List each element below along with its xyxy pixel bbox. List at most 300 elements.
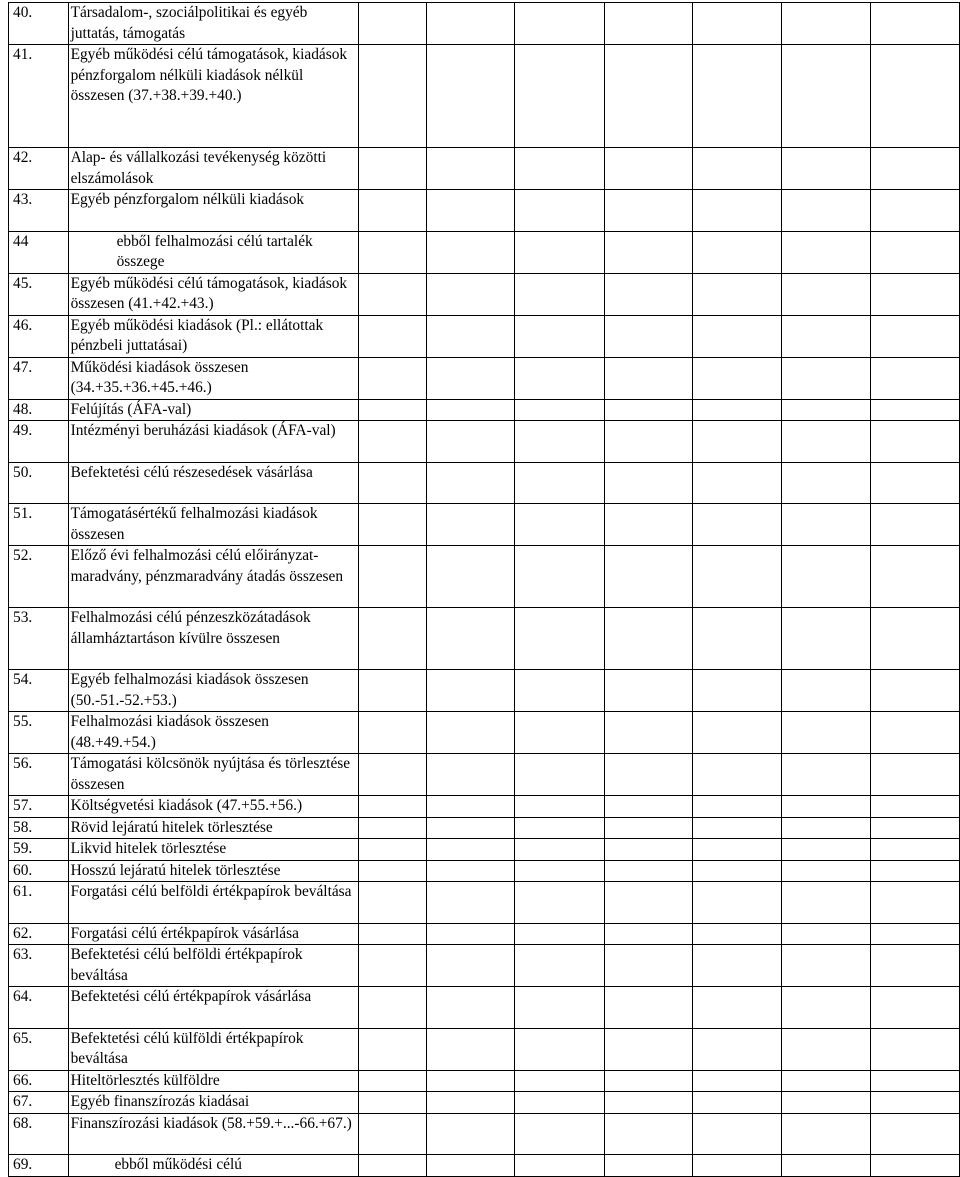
value-cell xyxy=(427,3,515,45)
value-cell xyxy=(427,148,515,190)
value-cell xyxy=(693,670,782,712)
table-row xyxy=(9,399,960,421)
row-label: Forgatási célú értékpapírok vásárlása xyxy=(68,923,358,945)
value-cell xyxy=(870,357,959,399)
value-cell xyxy=(515,945,605,987)
value-cell xyxy=(605,1092,693,1114)
value-cell xyxy=(870,190,959,232)
value-cell xyxy=(427,45,515,148)
row-number: 42. xyxy=(9,148,69,190)
row-number: 44 xyxy=(9,231,69,273)
value-cell xyxy=(605,796,693,818)
value-cell xyxy=(605,45,693,148)
value-cell xyxy=(870,923,959,945)
value-cell xyxy=(693,315,782,357)
value-cell xyxy=(781,399,870,421)
row-label: Egyéb működési kiadások (Pl.: ellátottak pénzbeli juttatásai) xyxy=(68,315,358,357)
value-cell xyxy=(693,923,782,945)
value-cell xyxy=(870,1113,959,1155)
value-cell xyxy=(427,231,515,273)
value-cell xyxy=(693,712,782,754)
value-cell xyxy=(515,839,605,861)
value-cell xyxy=(781,504,870,546)
value-cell xyxy=(358,421,426,463)
row-label: Egyéb működési célú támogatások, kiadások összesen (41.+42.+43.) xyxy=(68,273,358,315)
value-cell xyxy=(781,860,870,882)
value-cell xyxy=(605,839,693,861)
value-cell xyxy=(693,504,782,546)
row-label: Alap- és vállalkozási tevékenység közötti elszámolások xyxy=(68,148,358,190)
value-cell xyxy=(605,504,693,546)
value-cell xyxy=(515,1155,605,1177)
value-cell xyxy=(605,945,693,987)
value-cell xyxy=(427,1092,515,1114)
value-cell xyxy=(358,462,426,504)
table-row xyxy=(9,882,960,924)
table-row xyxy=(9,608,960,670)
table-row xyxy=(9,987,960,1029)
row-number: 55. xyxy=(9,712,69,754)
row-number: 69. xyxy=(9,1155,69,1177)
value-cell xyxy=(870,399,959,421)
row-label: Befektetési célú belföldi értékpapírok beváltása xyxy=(68,945,358,987)
row-label: Forgatási célú belföldi értékpapírok beváltása xyxy=(68,882,358,924)
value-cell xyxy=(358,1155,426,1177)
value-cell xyxy=(515,1028,605,1070)
value-cell xyxy=(605,148,693,190)
value-cell xyxy=(605,399,693,421)
table-row xyxy=(9,421,960,463)
value-cell xyxy=(781,45,870,148)
value-cell xyxy=(693,546,782,608)
value-cell xyxy=(358,399,426,421)
row-label: Felújítás (ÁFA-val) xyxy=(68,399,358,421)
value-cell xyxy=(427,817,515,839)
value-cell xyxy=(693,1070,782,1092)
value-cell xyxy=(358,923,426,945)
row-number: 60. xyxy=(9,860,69,882)
value-cell xyxy=(781,608,870,670)
value-cell xyxy=(515,3,605,45)
value-cell xyxy=(693,860,782,882)
value-cell xyxy=(358,273,426,315)
value-cell xyxy=(605,462,693,504)
value-cell xyxy=(427,357,515,399)
value-cell xyxy=(358,357,426,399)
row-number: 63. xyxy=(9,945,69,987)
value-cell xyxy=(427,273,515,315)
value-cell xyxy=(781,273,870,315)
value-cell xyxy=(427,1113,515,1155)
row-number: 64. xyxy=(9,987,69,1029)
value-cell xyxy=(427,987,515,1029)
value-cell xyxy=(427,670,515,712)
value-cell xyxy=(358,1070,426,1092)
value-cell xyxy=(515,670,605,712)
row-number: 68. xyxy=(9,1113,69,1155)
value-cell xyxy=(781,315,870,357)
row-label: Befektetési célú külföldi értékpapírok beváltása xyxy=(68,1028,358,1070)
row-number: 56. xyxy=(9,754,69,796)
value-cell xyxy=(605,1070,693,1092)
value-cell xyxy=(693,231,782,273)
row-number: 47. xyxy=(9,357,69,399)
row-label: Hosszú lejáratú hitelek törlesztése xyxy=(68,860,358,882)
value-cell xyxy=(427,399,515,421)
value-cell xyxy=(515,608,605,670)
value-cell xyxy=(358,712,426,754)
value-cell xyxy=(781,712,870,754)
row-number: 41. xyxy=(9,45,69,148)
row-label: Költségvetési kiadások (47.+55.+56.) xyxy=(68,796,358,818)
table-row xyxy=(9,546,960,608)
row-label: Támogatásértékű felhalmozási kiadások összesen xyxy=(68,504,358,546)
value-cell xyxy=(605,315,693,357)
value-cell xyxy=(515,817,605,839)
value-cell xyxy=(605,357,693,399)
row-number: 62. xyxy=(9,923,69,945)
value-cell xyxy=(870,231,959,273)
value-cell xyxy=(515,923,605,945)
row-number: 51. xyxy=(9,504,69,546)
row-label: Egyéb pénzforgalom nélküli kiadások xyxy=(68,190,358,232)
row-label: Befektetési célú részesedések vásárlása xyxy=(68,462,358,504)
table-row xyxy=(9,504,960,546)
value-cell xyxy=(358,945,426,987)
value-cell xyxy=(781,839,870,861)
table-row xyxy=(9,3,960,45)
table-row xyxy=(9,860,960,882)
row-number: 53. xyxy=(9,608,69,670)
value-cell xyxy=(781,546,870,608)
value-cell xyxy=(515,399,605,421)
value-cell xyxy=(693,1092,782,1114)
value-cell xyxy=(358,882,426,924)
value-cell xyxy=(693,796,782,818)
value-cell xyxy=(515,504,605,546)
row-number: 54. xyxy=(9,670,69,712)
table-row xyxy=(9,1028,960,1070)
value-cell xyxy=(693,945,782,987)
value-cell xyxy=(781,1155,870,1177)
row-label: Rövid lejáratú hitelek törlesztése xyxy=(68,817,358,839)
value-cell xyxy=(870,315,959,357)
value-cell xyxy=(427,315,515,357)
value-cell xyxy=(781,670,870,712)
value-cell xyxy=(781,148,870,190)
value-cell xyxy=(870,882,959,924)
value-cell xyxy=(427,546,515,608)
value-cell xyxy=(693,273,782,315)
value-cell xyxy=(358,231,426,273)
value-cell xyxy=(870,273,959,315)
value-cell xyxy=(515,190,605,232)
value-cell xyxy=(870,860,959,882)
value-cell xyxy=(781,3,870,45)
value-cell xyxy=(358,987,426,1029)
value-cell xyxy=(870,504,959,546)
value-cell xyxy=(693,421,782,463)
value-cell xyxy=(693,1028,782,1070)
row-number: 40. xyxy=(9,3,69,45)
value-cell xyxy=(781,754,870,796)
value-cell xyxy=(781,1028,870,1070)
table-row xyxy=(9,462,960,504)
value-cell xyxy=(515,754,605,796)
value-cell xyxy=(427,421,515,463)
value-cell xyxy=(358,796,426,818)
value-cell xyxy=(870,670,959,712)
value-cell xyxy=(427,190,515,232)
value-cell xyxy=(870,1155,959,1177)
row-label: Egyéb finanszírozás kiadásai xyxy=(68,1092,358,1114)
value-cell xyxy=(605,608,693,670)
value-cell xyxy=(358,608,426,670)
value-cell xyxy=(605,3,693,45)
value-cell xyxy=(515,45,605,148)
value-cell xyxy=(781,421,870,463)
budget-expenditure-table xyxy=(8,2,960,1177)
value-cell xyxy=(693,608,782,670)
value-cell xyxy=(605,817,693,839)
value-cell xyxy=(515,273,605,315)
row-number: 61. xyxy=(9,882,69,924)
table-row xyxy=(9,796,960,818)
table-row xyxy=(9,315,960,357)
value-cell xyxy=(358,860,426,882)
table-row xyxy=(9,148,960,190)
value-cell xyxy=(693,882,782,924)
value-cell xyxy=(427,796,515,818)
row-number: 59. xyxy=(9,839,69,861)
value-cell xyxy=(605,882,693,924)
value-cell xyxy=(358,315,426,357)
table-row xyxy=(9,273,960,315)
row-label: ebből működési célú xyxy=(68,1155,358,1177)
value-cell xyxy=(427,1028,515,1070)
value-cell xyxy=(358,1092,426,1114)
row-label: Működési kiadások összesen (34.+35.+36.+45.+46.) xyxy=(68,357,358,399)
value-cell xyxy=(870,148,959,190)
value-cell xyxy=(870,1028,959,1070)
table-row xyxy=(9,754,960,796)
row-label: ebből felhalmozási célú tartalék összege xyxy=(68,231,358,273)
value-cell xyxy=(358,1028,426,1070)
value-cell xyxy=(781,923,870,945)
value-cell xyxy=(358,817,426,839)
value-cell xyxy=(781,462,870,504)
value-cell xyxy=(427,608,515,670)
row-label: Egyéb működési célú támogatások, kiadások pénzforgalom nélküli kiadások nélkül összesen (37.+38.+39.+40.) xyxy=(68,45,358,148)
row-number: 46. xyxy=(9,315,69,357)
table-row xyxy=(9,1092,960,1114)
value-cell xyxy=(515,1113,605,1155)
table-row xyxy=(9,945,960,987)
value-cell xyxy=(515,987,605,1029)
value-cell xyxy=(693,3,782,45)
value-cell xyxy=(870,546,959,608)
value-cell xyxy=(870,754,959,796)
value-cell xyxy=(358,754,426,796)
value-cell xyxy=(515,315,605,357)
value-cell xyxy=(693,399,782,421)
table-row xyxy=(9,1155,960,1177)
table-row xyxy=(9,839,960,861)
row-number: 67. xyxy=(9,1092,69,1114)
row-number: 50. xyxy=(9,462,69,504)
value-cell xyxy=(515,1092,605,1114)
row-label: Felhalmozási kiadások összesen (48.+49.+54.) xyxy=(68,712,358,754)
value-cell xyxy=(605,923,693,945)
value-cell xyxy=(515,712,605,754)
value-cell xyxy=(781,987,870,1029)
value-cell xyxy=(870,1092,959,1114)
row-label: Intézményi beruházási kiadások (ÁFA-val) xyxy=(68,421,358,463)
row-number: 66. xyxy=(9,1070,69,1092)
table-row xyxy=(9,231,960,273)
value-cell xyxy=(427,462,515,504)
value-cell xyxy=(427,712,515,754)
value-cell xyxy=(427,1155,515,1177)
value-cell xyxy=(693,1113,782,1155)
value-cell xyxy=(693,357,782,399)
table-row xyxy=(9,190,960,232)
value-cell xyxy=(515,882,605,924)
value-cell xyxy=(427,945,515,987)
value-cell xyxy=(870,839,959,861)
row-label: Hiteltörlesztés külföldre xyxy=(68,1070,358,1092)
value-cell xyxy=(781,1113,870,1155)
value-cell xyxy=(515,357,605,399)
value-cell xyxy=(358,190,426,232)
table-row xyxy=(9,1070,960,1092)
value-cell xyxy=(427,860,515,882)
row-number: 57. xyxy=(9,796,69,818)
value-cell xyxy=(427,882,515,924)
row-number: 52. xyxy=(9,546,69,608)
table-row xyxy=(9,923,960,945)
value-cell xyxy=(427,1070,515,1092)
value-cell xyxy=(358,3,426,45)
value-cell xyxy=(870,45,959,148)
value-cell xyxy=(515,546,605,608)
value-cell xyxy=(358,839,426,861)
value-cell xyxy=(358,148,426,190)
value-cell xyxy=(781,796,870,818)
value-cell xyxy=(693,987,782,1029)
table-row xyxy=(9,817,960,839)
value-cell xyxy=(781,945,870,987)
row-number: 43. xyxy=(9,190,69,232)
value-cell xyxy=(358,45,426,148)
value-cell xyxy=(781,1070,870,1092)
row-number: 48. xyxy=(9,399,69,421)
value-cell xyxy=(605,421,693,463)
value-cell xyxy=(870,796,959,818)
value-cell xyxy=(870,421,959,463)
value-cell xyxy=(358,670,426,712)
value-cell xyxy=(515,421,605,463)
value-cell xyxy=(781,357,870,399)
value-cell xyxy=(427,839,515,861)
value-cell xyxy=(605,670,693,712)
value-cell xyxy=(605,546,693,608)
value-cell xyxy=(870,608,959,670)
value-cell xyxy=(781,817,870,839)
value-cell xyxy=(515,1070,605,1092)
value-cell xyxy=(870,945,959,987)
table-row xyxy=(9,712,960,754)
row-label: Befektetési célú értékpapírok vásárlása xyxy=(68,987,358,1029)
value-cell xyxy=(870,462,959,504)
value-cell xyxy=(693,817,782,839)
value-cell xyxy=(605,754,693,796)
value-cell xyxy=(870,712,959,754)
value-cell xyxy=(693,190,782,232)
row-number: 49. xyxy=(9,421,69,463)
row-number: 58. xyxy=(9,817,69,839)
table-body xyxy=(9,3,960,1177)
value-cell xyxy=(781,1092,870,1114)
value-cell xyxy=(358,504,426,546)
row-label: Támogatási kölcsönök nyújtása és törlesztése összesen xyxy=(68,754,358,796)
value-cell xyxy=(515,796,605,818)
table-row xyxy=(9,670,960,712)
value-cell xyxy=(605,712,693,754)
value-cell xyxy=(870,987,959,1029)
value-cell xyxy=(693,754,782,796)
value-cell xyxy=(605,1155,693,1177)
value-cell xyxy=(605,860,693,882)
value-cell xyxy=(515,148,605,190)
value-cell xyxy=(693,148,782,190)
value-cell xyxy=(781,190,870,232)
table-row xyxy=(9,1113,960,1155)
value-cell xyxy=(515,231,605,273)
value-cell xyxy=(515,860,605,882)
table-row xyxy=(9,45,960,148)
value-cell xyxy=(427,923,515,945)
value-cell xyxy=(605,987,693,1029)
value-cell xyxy=(358,1113,426,1155)
value-cell xyxy=(870,1070,959,1092)
row-number: 65. xyxy=(9,1028,69,1070)
row-label: Előző évi felhalmozási célú előirányzat-maradvány, pénzmaradvány átadás összesen xyxy=(68,546,358,608)
value-cell xyxy=(781,231,870,273)
value-cell xyxy=(781,882,870,924)
value-cell xyxy=(693,45,782,148)
row-label: Felhalmozási célú pénzeszközátadások államháztartáson kívülre összesen xyxy=(68,608,358,670)
value-cell xyxy=(605,273,693,315)
value-cell xyxy=(693,462,782,504)
value-cell xyxy=(358,546,426,608)
value-cell xyxy=(870,3,959,45)
row-number: 45. xyxy=(9,273,69,315)
value-cell xyxy=(605,1028,693,1070)
value-cell xyxy=(693,839,782,861)
row-label: Finanszírozási kiadások (58.+59.+...-66.+67.) xyxy=(68,1113,358,1155)
value-cell xyxy=(693,1155,782,1177)
value-cell xyxy=(605,190,693,232)
row-label: Társadalom-, szociálpolitikai és egyéb juttatás, támogatás xyxy=(68,3,358,45)
value-cell xyxy=(605,231,693,273)
value-cell xyxy=(870,817,959,839)
value-cell xyxy=(515,462,605,504)
value-cell xyxy=(427,754,515,796)
value-cell xyxy=(427,504,515,546)
row-label: Egyéb felhalmozási kiadások összesen (50.-51.-52.+53.) xyxy=(68,670,358,712)
table-row xyxy=(9,357,960,399)
